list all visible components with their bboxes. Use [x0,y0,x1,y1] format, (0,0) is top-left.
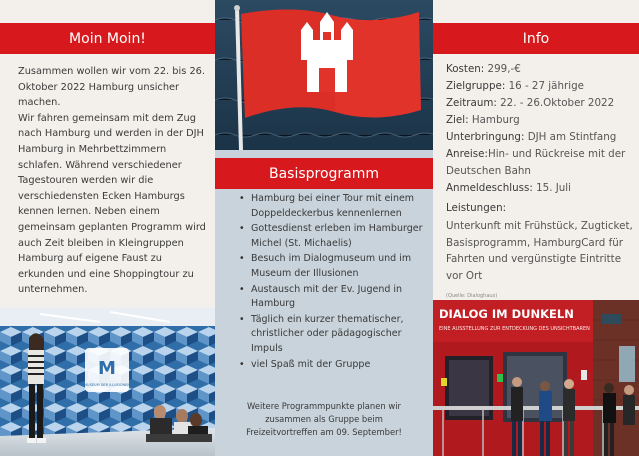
info-row-destination [446,112,636,129]
program-header-title: Basisprogramm [268,165,380,182]
info-value: Hamburg [468,114,520,126]
info-header [433,23,639,54]
info-row-registration-deadline [446,180,636,197]
info-row-travel [446,146,636,180]
list-item: • Austausch mit der Ev. Jugend in Hamburg [239,283,425,312]
program-header [215,158,433,189]
list-item: • Hamburg bei einer Tour mit einem Doppeldeckerbus kennenlernen [239,192,425,221]
program-footer-note: Weitere Programmpunkte planen wir zusammen als Gruppe beim Freizeitvortreffen am 09. September! [246,401,402,437]
hamburg-flag-photo [215,0,433,150]
program-column [215,0,433,456]
info-label: Anreise: [446,148,488,160]
info-row-cost [446,61,636,78]
list-item: • viel Spaß mit der Gruppe [239,358,425,373]
svg-text:M: M [98,358,116,379]
program-list [239,192,425,373]
photo-credit: (Quelle: Dialoghaus) [446,293,498,299]
info-label: Anmeldeschluss: [446,182,533,194]
services-text: Unterkunft mit Frühstück, Zugticket, Basisprogramm, HamburgCard für Fahrten und vergünstigte Eintritte vor Ort [446,220,633,282]
info-value: 22. - 26.Oktober 2022 [496,97,615,109]
dialog-im-dunkeln-photo [433,300,639,456]
hamburg-flag-illustration [215,0,433,150]
info-value: DJH am Stintfang [524,131,617,143]
list-item: • Täglich ein kurzer thematischer, christlicher oder pädagogischer Impuls [239,313,425,357]
info-row-period [446,95,636,112]
sign-subtext: EINE AUSSTELLUNG ZUR ENTDECKUNG DES UNSICHTBAREN [439,326,590,332]
info-column [433,0,639,456]
info-label: Zielgruppe: [446,80,506,92]
info-value: 299,-€ [484,63,521,75]
info-value: Hin- und Rückreise mit der Deutschen Bahn [446,148,626,177]
intro-column [0,0,215,456]
info-value: 15. Juli [532,182,572,194]
info-header-title: Info [522,30,550,47]
illusion-room-illustration [0,308,215,456]
list-item: • Gottesdienst erleben im Hamburger Michel (St. Michaelis) [239,222,425,251]
info-label: Unterbringung: [446,131,525,143]
info-row-accommodation [446,129,636,146]
museum-of-illusions-photo [0,308,215,456]
museum-logo-text: MUSEUM DER ILLUSIONEN [84,383,130,387]
services-title: Leistungen: [446,202,507,214]
info-list [446,61,636,197]
list-item: • Besuch im Dialogmuseum und im Museum der Illusionen [239,252,425,281]
sign-text: DIALOG IM DUNKELN [439,307,574,321]
info-row-target-group [446,78,636,95]
intro-header-title: Moin Moin! [69,30,146,47]
info-value: 16 - 27 jährige [505,80,584,92]
intro-text: Zusammen wollen wir vom 22. bis 26. Oktober 2022 Hamburg unsicher machen. Wir fahren gemeinsam mit dem Zug nach Hamburg und werden in der DJH Hamburg in Mehrbettzimmern schlafen. Während verschiedener Tagestouren werden wir die verschiedensten Ecken Hamburgs kennen lernen. Neben einem gemeinsam geplanten Programm wird auch Zeit bleiben in Kleingruppen Hamburg auf eigene Faust zu erkunden und eine Shoppingtour zu unternehmen. [18,66,206,296]
info-label: Zeitraum: [446,97,497,109]
intro-header [0,23,215,54]
info-label: Ziel: [446,114,469,126]
dialog-museum-illustration [433,300,639,456]
info-label: Kosten: [446,63,485,75]
